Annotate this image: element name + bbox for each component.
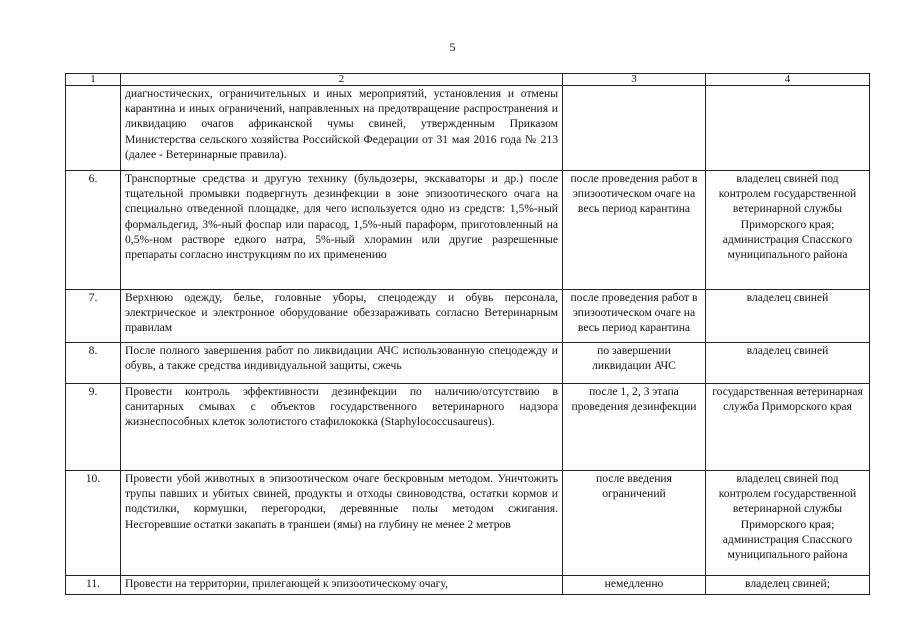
row-measure: Верхнюю одежду, белье, головные уборы, спецодежду и обувь персонала, электрическое и электронное оборудование обеззараживать согласно Ветеринарным правилам bbox=[121, 290, 563, 343]
header-col-1: 1 bbox=[66, 74, 121, 86]
table-row bbox=[66, 171, 870, 290]
row-responsible: владелец свиней под контролем государственной ветеринарной службы Приморского края; администрация Спасского муниципального района bbox=[706, 471, 870, 576]
table-row bbox=[66, 384, 870, 471]
row-number bbox=[66, 86, 121, 171]
header-col-4: 4 bbox=[706, 74, 870, 86]
row-number: 9. bbox=[66, 384, 121, 471]
row-measure: Провести контроль эффективности дезинфекции по наличию/отсутствию в санитарных смывах с объектов государственного ветеринарного надзора жизнеспособных клеток золотистого стафилококка (Staphylococcusaureus). bbox=[121, 384, 563, 471]
row-number: 8. bbox=[66, 343, 121, 384]
row-measure: Провести на территории, прилегающей к эпизоотическому очагу, bbox=[121, 576, 563, 595]
row-term: после проведения работ в эпизоотическом очаге на весь период карантина bbox=[563, 171, 706, 290]
row-term: после введения ограничений bbox=[563, 471, 706, 576]
row-measure: диагностических, ограничительных и иных мероприятий, установления и отмены карантина и иных ограничений, направленных на предотвращение распространения и ликвидацию очагов африканской чумы свиней, утвержденным Приказом Министерства сельского хозяйства Российской Федерации от 31 мая 2016 года № 213 (далее - Ветеринарные правила). bbox=[121, 86, 563, 171]
header-col-3: 3 bbox=[563, 74, 706, 86]
table-row bbox=[66, 86, 870, 171]
row-responsible: владелец свиней под контролем государственной ветеринарной службы Приморского края; администрация Спасского муниципального района bbox=[706, 171, 870, 290]
table-row bbox=[66, 576, 870, 595]
row-responsible: государственная ветеринарная служба Приморского края bbox=[706, 384, 870, 471]
row-number: 7. bbox=[66, 290, 121, 343]
table-header-row bbox=[66, 74, 870, 86]
table-row bbox=[66, 343, 870, 384]
row-term: после 1, 2, 3 этапа проведения дезинфекции bbox=[563, 384, 706, 471]
measures-table bbox=[65, 73, 870, 595]
row-number: 10. bbox=[66, 471, 121, 576]
row-number: 11. bbox=[66, 576, 121, 595]
row-responsible bbox=[706, 86, 870, 171]
row-responsible: владелец свиней bbox=[706, 343, 870, 384]
row-term: после проведения работ в эпизоотическом очаге на весь период карантина bbox=[563, 290, 706, 343]
row-term: по завершении ликвидации АЧС bbox=[563, 343, 706, 384]
row-term bbox=[563, 86, 706, 171]
page-number: 5 bbox=[449, 40, 456, 54]
header-col-2: 2 bbox=[121, 74, 563, 86]
table-row bbox=[66, 290, 870, 343]
row-measure: После полного завершения работ по ликвидации АЧС использованную спецодежду и обувь, а также средства индивидуальной защиты, сжечь bbox=[121, 343, 563, 384]
row-measure: Транспортные средства и другую технику (бульдозеры, экскаваторы и др.) после тщательной промывки подвергнуть дезинфекции в зоне эпизоотического очага на специально отведенной площадке, для чего используется одно из средств: 1,5%-ный формальдегид, 3%-ный фоспар или парасод, 1,5%-ный параформ, приготовленный на 0,5%-ном растворе едкого натра, 5%-ный хлорамин или другие разрешенные препараты согласно инструкциям по их применению bbox=[121, 171, 563, 290]
row-number: 6. bbox=[66, 171, 121, 290]
row-term: немедленно bbox=[563, 576, 706, 595]
row-responsible: владелец свиней bbox=[706, 290, 870, 343]
table-row bbox=[66, 471, 870, 576]
row-measure: Провести убой животных в эпизоотическом очаге бескровным методом. Уничтожить трупы павших и убитых свиней, продукты и отходы свиноводства, остатки кормов и подстилки, кормушки, перегородки, деревянные полы методом сжигания. Несгоревшие остатки закапать в траншеи (ямы) на глубину не менее 2 метров bbox=[121, 471, 563, 576]
row-responsible: владелец свиней; bbox=[706, 576, 870, 595]
